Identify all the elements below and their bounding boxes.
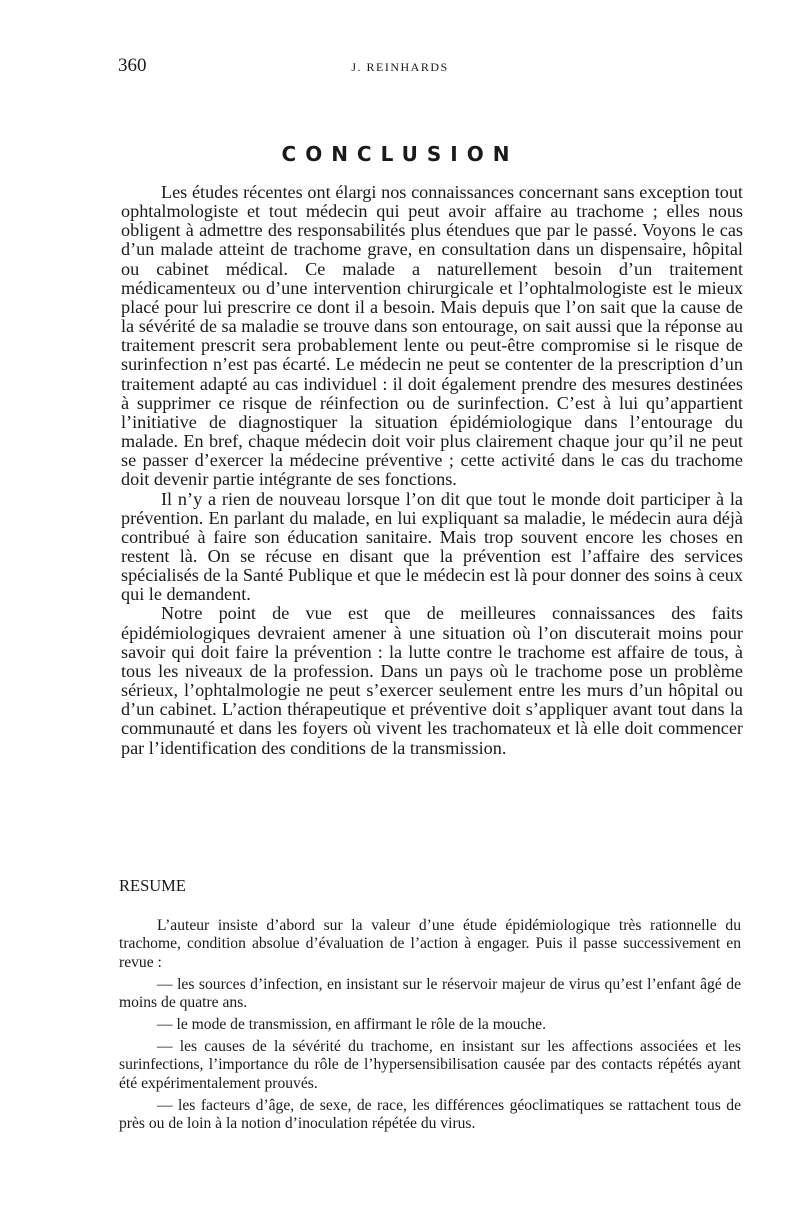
paragraph: L’auteur insiste d’abord sur la valeur d’une étude épidémiologique très rationnelle du trachome, condition absolue d’évaluation de l’action à engager. Puis il passe successivement en revue :	[119, 917, 741, 971]
resume-body	[119, 917, 741, 1137]
list-item: — les causes de la sévérité du trachome, en insistant sur les affections associées et les surinfections, l’importance du rôle de l’hypersensibilisation causée par des contacts répétés ayant été expérimentalement prouvés.	[119, 1037, 741, 1092]
running-head-author: J. REINHARDS	[351, 60, 449, 74]
paragraph: Les études récentes ont élargi nos connaissances concernant sans exception tout ophtalmologiste et tout médecin qui peut avoir affaire au trachome ; elles nous obligent à admettre des responsabilités plus étendues que par le passé. Voyons le cas d’un malade atteint de trachome grave, en consultation dans un dispensaire, hôpital ou cabinet médical. Ce malade a naturellement besoin d’un traitement médicamenteux ou d’une intervention chirurgicale et l’ophtalmologiste est le mieux placé pour lui prescrire ce dont il a besoin. Mais depuis que l’on sait que la cause de la sévérité de sa maladie se trouve dans son entourage, on sait aussi que la réponse au traitement prescrit sera probablement lente ou peut-être compromise si le risque de surinfection n’est pas écarté. Le médecin ne peut se contenter de la prescription d’un traitement adapté au cas individuel : il doit également prendre des mesures destinées à supprimer ce risque de réinfection ou de surinfection. C’est à lui qu’appartient l’initiative de diagnostiquer la situation épidémiologique dans l’entourage du malade. En bref, chaque médecin doit voir plus clairement chaque jour qu’il ne peut se passer d’exercer la médecine préventive ; cette activité dans le cas du trachome doit devenir partie intégrante de ses fonctions.	[121, 182, 743, 490]
list-item: — le mode de transmission, en affirmant le rôle de la mouche.	[157, 1016, 547, 1034]
page-number: 360	[118, 55, 147, 76]
section-title: CONCLUSION	[281, 142, 519, 166]
list-item: — les facteurs d’âge, de sexe, de race, les différences géoclimatiques se rattachent tous de près ou de loin à la notion d’inoculation répétée du virus.	[119, 1096, 741, 1133]
list-item: — les sources d’infection, en insistant sur le réservoir majeur de virus qu’est l’enfant âgé de moins de quatre ans.	[119, 975, 741, 1012]
resume-heading: RESUME	[119, 876, 186, 895]
paragraph: Notre point de vue est que de meilleures connaissances des faits épidémiologiques devraient amener à une situation où l’on discuterait moins pour savoir qui doit faire la prévention : la lutte contre le trachome est affaire de tous, à tous les niveaux de la profession. Dans un pays où le trachome pose un problème sérieux, l’ophtalmologie ne peut s’exercer seulement entre les murs d’un hôpital ou d’un cabinet. L’action thérapeutique et préventive doit s’appliquer avant tout dans la communauté et dans les foyers où vivent les trachomateux et là elle doit commencer par l’identification des conditions de la transmission.	[121, 603, 743, 758]
conclusion-body	[121, 183, 743, 758]
paragraph: Il n’y a rien de nouveau lorsque l’on dit que tout le monde doit participer à la prévention. En parlant du malade, en lui expliquant sa maladie, le médecin aura déjà contribué à faire son éducation sanitaire. Mais trop souvent encore les choses en restent là. On se récuse en disant que la prévention est l’affaire des services spécialisés de la Santé Publique et que le médecin est là pour donner des soins à ceux qui le demandent.	[121, 488, 743, 605]
